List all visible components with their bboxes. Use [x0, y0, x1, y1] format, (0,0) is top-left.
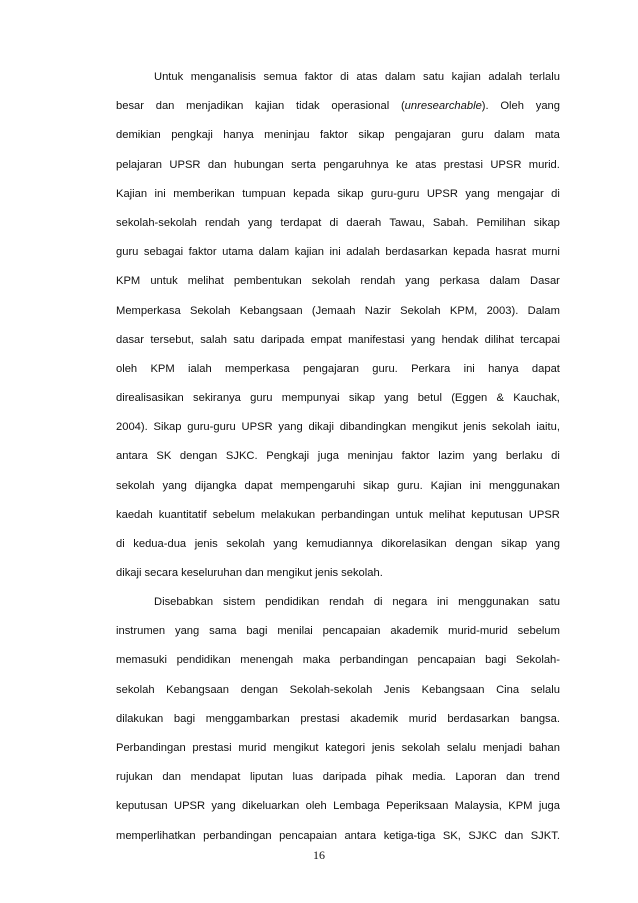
word: kepada [293, 187, 330, 200]
word: (unresearchable). [400, 100, 489, 113]
word: empat [310, 333, 342, 346]
word: sekolah. [341, 567, 383, 580]
text-line [116, 792, 560, 821]
word: UPSR [169, 158, 201, 171]
text-line [116, 559, 560, 588]
word: atas [415, 158, 437, 171]
word: dalam [489, 275, 520, 288]
word: mendapat [190, 771, 241, 784]
word: daripada [260, 333, 305, 346]
word: sama [209, 625, 237, 638]
word: dengan [240, 683, 278, 696]
word: ke [396, 158, 408, 171]
word: Perbandingan [116, 741, 186, 754]
word: yang [535, 100, 560, 113]
word: mengikut [273, 741, 319, 754]
word: dikaji [116, 567, 142, 580]
word: dalam [494, 129, 525, 142]
word: Perkara [411, 362, 451, 375]
word: SK [156, 450, 172, 463]
text-line [116, 63, 560, 92]
word: Oleh [500, 100, 524, 113]
word: mengikut [266, 567, 313, 580]
text-line [116, 588, 560, 617]
word: ini [469, 479, 481, 492]
word: 2003). [486, 304, 519, 317]
word: Lembaga [333, 800, 380, 813]
word: yang [174, 625, 200, 638]
word: sekolah [311, 275, 351, 288]
word: jenis [194, 538, 218, 550]
word: salah [200, 333, 227, 346]
word: di [329, 216, 339, 229]
word: dasar [116, 333, 144, 346]
word: Kajian [430, 479, 462, 492]
word: sekolah [226, 538, 265, 550]
word: sekolah [116, 479, 155, 492]
word: menggunakan [488, 479, 560, 492]
word: sekolah [116, 683, 155, 696]
word: faktor [401, 450, 430, 463]
word: mengikut [412, 421, 458, 434]
word: kemudiannya [306, 538, 373, 550]
text-line [116, 472, 560, 501]
word: KPM [150, 362, 175, 375]
word: murid [408, 712, 437, 725]
word: meninjau [264, 129, 310, 142]
word: sekolah [491, 421, 531, 434]
word: pendidikan [265, 596, 320, 608]
word: Peperiksaan [386, 800, 449, 813]
word: sekiranya [193, 392, 241, 405]
word: Kajian [116, 187, 148, 200]
word: sikap [358, 129, 385, 142]
word: Untuk [154, 71, 184, 83]
word: melihat [187, 275, 224, 288]
word: pencapaian [417, 654, 476, 667]
text-line [116, 442, 560, 471]
word: hendak [441, 333, 479, 346]
word: kajian [255, 100, 285, 113]
word: Sikap [153, 421, 182, 434]
word: kategori [325, 741, 366, 754]
word: KPM [116, 275, 141, 288]
word: luas [292, 771, 314, 784]
word: dan [155, 100, 175, 113]
word: mata [535, 129, 560, 142]
word: sikap [533, 216, 560, 229]
word: bangsa. [520, 712, 560, 725]
word: trend [534, 771, 560, 784]
word: dalam [384, 71, 416, 83]
word: hanya [223, 129, 254, 142]
word: pencapaian [279, 829, 337, 842]
word: yang [273, 538, 298, 550]
word: memberikan [173, 187, 235, 200]
word: melihat [429, 508, 466, 521]
word: menganalisis [190, 71, 257, 83]
word: perbandingan [321, 508, 390, 521]
word: bagi [246, 625, 268, 638]
word: dan [245, 567, 264, 580]
word: kaedah [116, 508, 153, 521]
word: sekolah-sekolah [116, 216, 197, 229]
word: guru [461, 129, 484, 142]
word: sebagai [143, 246, 184, 259]
word: menggambarkan [205, 712, 290, 725]
word: perbandingan [339, 654, 409, 667]
word: UPSR [490, 158, 522, 171]
word: prestasi [443, 158, 483, 171]
word: yang [211, 800, 236, 813]
word: yang [384, 392, 409, 405]
word: Kauchak, [513, 392, 560, 405]
word: satu [233, 333, 255, 346]
text-line [116, 384, 560, 413]
word: guru. [372, 362, 398, 375]
word: Tawau, [389, 216, 425, 229]
word: ini [463, 362, 475, 375]
word: tercapai [520, 333, 560, 346]
word: pengkaji [171, 129, 213, 142]
word: menjadi [482, 741, 523, 754]
word: yang [278, 421, 303, 434]
word: akademik [390, 625, 439, 638]
word: keputusan [116, 800, 168, 813]
word: murid-murid [448, 625, 508, 638]
word: akademik [350, 712, 399, 725]
word: atas [356, 71, 378, 83]
word: berdasarkan [385, 246, 448, 259]
word: juga [538, 800, 560, 813]
word: yang [535, 538, 560, 550]
paragraph-2 [116, 588, 560, 851]
word: Pemilihan [476, 216, 526, 229]
word: Kebangsaan [166, 683, 230, 696]
word: demikian [116, 129, 161, 142]
word: KPM [508, 800, 533, 813]
word: meninjau [347, 450, 393, 463]
word: yang [247, 216, 273, 229]
word: UPSR [426, 187, 458, 200]
word: rendah [360, 275, 396, 288]
word: besar [116, 100, 144, 113]
word: di [551, 450, 560, 463]
word: adalah [488, 71, 522, 83]
word: dalam [258, 246, 290, 259]
text-line [116, 180, 560, 209]
word: tersebut, [150, 333, 194, 346]
word: juga [317, 450, 339, 463]
word: dibandingkan [339, 421, 407, 434]
word: untuk [395, 508, 423, 521]
word: prestasi [192, 741, 232, 754]
word: adalah [346, 246, 380, 259]
text-line [116, 267, 560, 296]
word: pencapaian [322, 625, 381, 638]
word: & [496, 392, 504, 405]
word: menggunakan [458, 596, 529, 608]
word: ini [154, 187, 166, 200]
word: SJKT. [530, 829, 560, 842]
word: sikap [337, 187, 364, 200]
word: dan [207, 158, 227, 171]
word: guru-guru [187, 421, 236, 434]
text-line [116, 209, 560, 238]
word: UPSR [528, 508, 560, 521]
word: Kebangsaan [421, 683, 485, 696]
word: dapat [244, 479, 273, 492]
word: hanya [488, 362, 519, 375]
word: rendah [329, 596, 364, 608]
word: Dalam [527, 304, 560, 317]
word: Memperkasa [116, 304, 181, 317]
word: memasuki [116, 654, 167, 667]
word: perkasa [439, 275, 480, 288]
text-line [116, 501, 560, 530]
word: murid [238, 741, 267, 754]
word: dengan [179, 450, 218, 463]
word: yang [472, 450, 498, 463]
word: betul [417, 392, 442, 405]
word: Sekolah [400, 304, 441, 317]
text-line [116, 705, 560, 734]
word: dan [506, 771, 525, 784]
word: utama [222, 246, 254, 259]
word: bagi [173, 712, 196, 725]
word: tumpuan [242, 187, 286, 200]
word: sikap [501, 538, 528, 550]
word: selalu [446, 741, 477, 754]
word: satu [422, 71, 445, 83]
word: dikorelasikan [381, 538, 447, 550]
word: memperlihatkan [116, 829, 196, 842]
word: ialah [188, 362, 212, 375]
word: bagi [485, 654, 507, 667]
word: sekolah [401, 741, 441, 754]
word: pelajaran [116, 158, 163, 171]
word: rendah [204, 216, 240, 229]
word: ini [437, 596, 449, 608]
word: di [551, 187, 560, 200]
word: kajian [451, 71, 481, 83]
word: Cina [496, 683, 520, 696]
word: instrumen [116, 625, 166, 638]
word: (Eggen [451, 392, 488, 405]
word: satu [538, 596, 560, 608]
word: di [340, 71, 349, 83]
word: menengah [240, 654, 294, 667]
word: Sekolah [189, 304, 231, 317]
word: daripada [322, 771, 367, 784]
word: jenis [371, 741, 395, 754]
word: keputusan [471, 508, 523, 521]
word: Dasar [530, 275, 560, 288]
word: faktor [304, 71, 333, 83]
word: untuk [150, 275, 178, 288]
word: Kebangsaan [239, 304, 303, 317]
word: pembentukan [233, 275, 302, 288]
word: SJKC [468, 829, 497, 842]
word: perbandingan [203, 829, 272, 842]
word: guru-guru [370, 187, 420, 200]
word: Sekolah-sekolah [289, 683, 373, 696]
word: Laporan [455, 771, 497, 784]
word: Pengkaji [266, 450, 310, 463]
word: menilai [277, 625, 313, 638]
word: dan [504, 829, 524, 842]
word: menjadikan [186, 100, 244, 113]
word: Sekolah- [515, 654, 560, 667]
word: faktor [188, 246, 217, 259]
word: ketiga-tiga [383, 829, 436, 842]
word: jenis [463, 421, 487, 434]
word: sikap [363, 479, 390, 492]
word: selalu [530, 683, 560, 696]
word: yang [465, 187, 490, 200]
word: kedua-dua [133, 538, 187, 550]
word: kuantitatif [158, 508, 207, 521]
text-line [116, 151, 560, 180]
word: kepada [453, 246, 490, 259]
word: sikap [348, 392, 375, 405]
word: guru [116, 246, 139, 259]
word: oleh [305, 800, 327, 813]
word: KPM, [449, 304, 478, 317]
text-line [116, 646, 560, 675]
word: ini [329, 246, 341, 259]
word: dikaji [308, 421, 334, 434]
word: liputan [249, 771, 283, 784]
word: dijangka [194, 479, 237, 492]
word: (Jemaah [311, 304, 356, 317]
word: kajian [294, 246, 324, 259]
word: jenis [315, 567, 339, 580]
word: SK, [442, 829, 461, 842]
word: manifestasi [348, 333, 405, 346]
word: dikeluarkan [242, 800, 300, 813]
word: tidak [296, 100, 320, 113]
word: negara [392, 596, 428, 608]
word: terlalu [529, 71, 560, 83]
word: yang [410, 333, 436, 346]
word: direalisasikan [116, 392, 184, 405]
word: pihak [375, 771, 403, 784]
text-line [116, 355, 560, 384]
word: di [116, 538, 125, 550]
text-line [116, 413, 560, 442]
word: pendidikan [176, 654, 231, 667]
word: semua [263, 71, 298, 83]
word: terdapat [280, 216, 322, 229]
text-line [116, 92, 560, 121]
word: hasrat [495, 246, 527, 259]
paragraph-1 [116, 63, 560, 588]
word: pengaruhnya [323, 158, 389, 171]
word: iaitu, [536, 421, 560, 434]
word: memperkasa [224, 362, 290, 375]
word: serta [291, 158, 316, 171]
word: sebelum [212, 508, 255, 521]
word: mempunyai [281, 392, 340, 405]
word: keseluruhan [181, 567, 243, 580]
word: di [373, 596, 383, 608]
word: pengajaran [394, 129, 451, 142]
word: Malaysia, [454, 800, 502, 813]
word: Jenis [383, 683, 411, 696]
word: melakukan [261, 508, 316, 521]
text-line [116, 297, 560, 326]
word: berdasarkan [447, 712, 510, 725]
word: murni [531, 246, 560, 259]
word: UPSR [241, 421, 273, 434]
word: dan [162, 771, 181, 784]
word: prestasi [300, 712, 340, 725]
word: secara [144, 567, 179, 580]
text-line [116, 238, 560, 267]
word: yang [405, 275, 430, 288]
word: dapat [531, 362, 560, 375]
word: berlaku [505, 450, 543, 463]
word: operasional [331, 100, 390, 113]
word: hubungan [233, 158, 284, 171]
word: faktor [319, 129, 348, 142]
word: antara [344, 829, 377, 842]
text-line [116, 676, 560, 705]
text-line [116, 121, 560, 150]
word: daerah [346, 216, 382, 229]
text-line [116, 734, 560, 763]
text-line [116, 763, 560, 792]
word: yang [162, 479, 187, 492]
word: mempengaruhi [280, 479, 356, 492]
word: lazim [438, 450, 465, 463]
word: sebelum [517, 625, 560, 638]
text-line [116, 822, 560, 851]
word: dengan [455, 538, 493, 550]
text-line [116, 530, 560, 559]
word: media. [412, 771, 446, 784]
word: rujukan [116, 771, 153, 784]
word: antara [116, 450, 148, 463]
text-line [116, 326, 560, 355]
word: UPSR [173, 800, 206, 813]
word: Disebabkan [154, 596, 214, 608]
word: murid. [528, 158, 560, 171]
word: oleh [116, 362, 138, 375]
word: guru. [397, 479, 423, 492]
word: 2004). [116, 421, 148, 434]
word: dilihat [484, 333, 514, 346]
word: dilakukan [116, 712, 164, 725]
word: guru [250, 392, 273, 405]
word: Nazir [364, 304, 391, 317]
word: bahan [528, 741, 560, 754]
word: SJKC. [225, 450, 258, 463]
word: Sabah. [432, 216, 469, 229]
word: pengajaran [302, 362, 359, 375]
word: sistem [222, 596, 256, 608]
word: maka [302, 654, 331, 667]
word: mengajar [497, 187, 544, 200]
text-line [116, 617, 560, 646]
page-number: 16 [313, 848, 325, 862]
